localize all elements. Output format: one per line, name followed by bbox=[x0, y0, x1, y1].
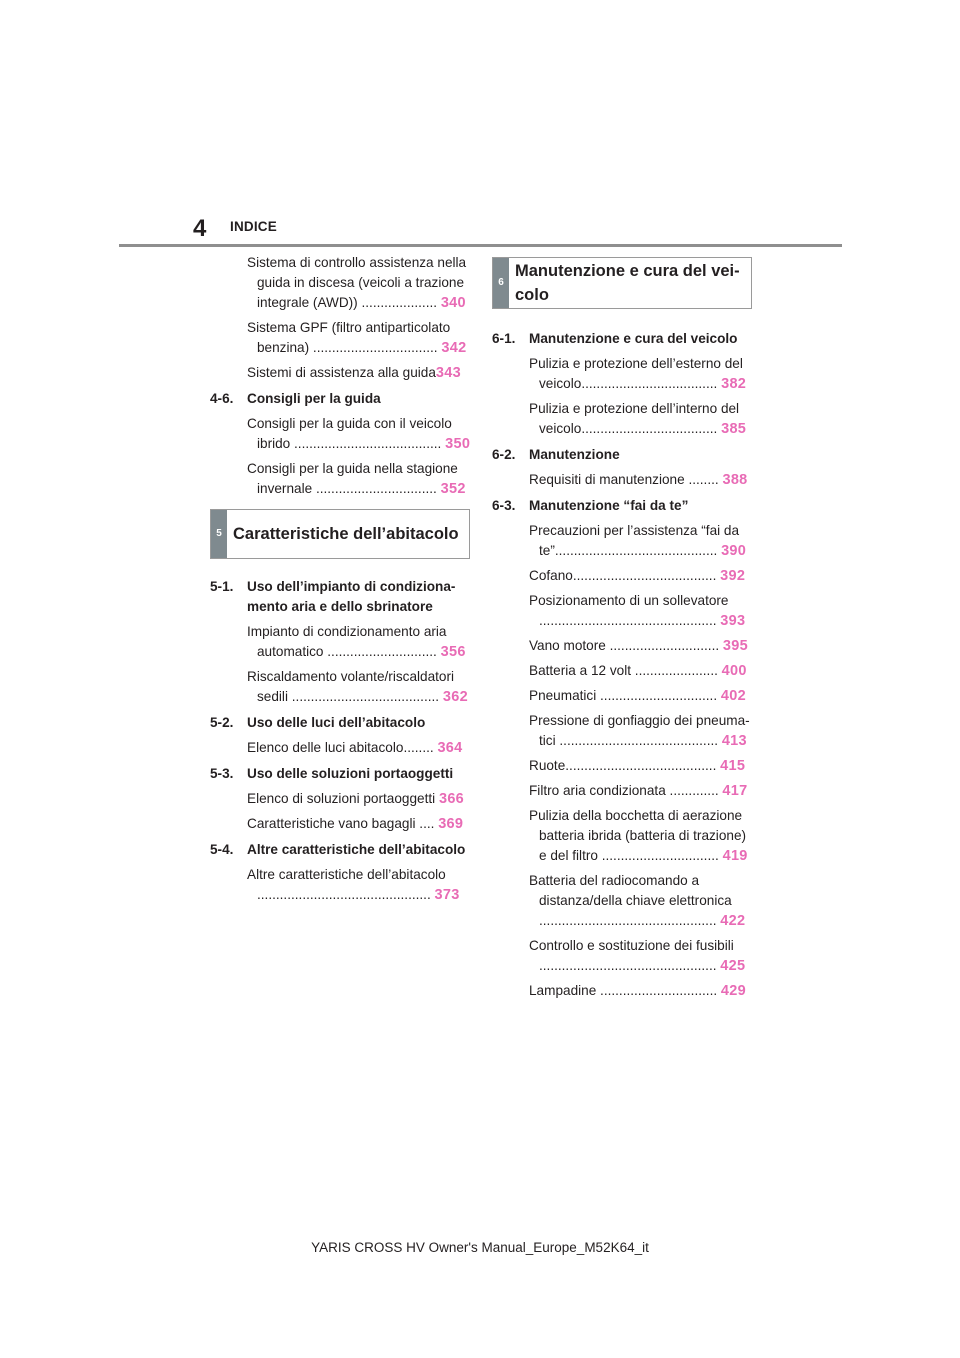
toc-entry[interactable] bbox=[210, 414, 470, 454]
section-title: Consigli per la guida bbox=[247, 391, 381, 406]
leader-dots: ........ bbox=[684, 472, 719, 487]
toc-entry-text: automatico bbox=[257, 644, 324, 659]
toc-entry-text: guida in discesa (veicoli a trazione bbox=[257, 275, 465, 290]
section-heading-4-6 bbox=[210, 389, 470, 409]
toc-entry[interactable] bbox=[492, 806, 752, 866]
toc-entry-text: Caratteristiche vano bagagli bbox=[247, 816, 416, 831]
section-heading-6-1 bbox=[492, 329, 752, 349]
toc-entry-line bbox=[529, 611, 752, 631]
page-ref[interactable]: 343 bbox=[435, 365, 461, 381]
leader-dots: ...................... bbox=[631, 663, 718, 678]
page-ref[interactable]: 393 bbox=[720, 613, 746, 629]
toc-entry-text: e del filtro bbox=[539, 848, 598, 863]
leader-dots: ............................................... bbox=[539, 958, 717, 973]
page-ref[interactable]: 415 bbox=[720, 758, 746, 774]
page-ref[interactable]: 413 bbox=[721, 733, 747, 749]
chapter-heading-6 bbox=[492, 257, 752, 309]
page-ref[interactable]: 419 bbox=[722, 848, 748, 864]
toc-entry[interactable] bbox=[492, 756, 752, 776]
chapter-heading-5 bbox=[210, 509, 470, 559]
footer-text: YARIS CROSS HV Owner's Manual_Europe_M52K64_it bbox=[311, 1240, 649, 1255]
toc-entry-text: Altre caratteristiche dell’abitacolo bbox=[247, 867, 446, 882]
leader-dots: .................... bbox=[357, 295, 438, 310]
toc-entry-text: Consigli per la guida nella stagione bbox=[247, 461, 458, 476]
toc-entry[interactable] bbox=[492, 686, 752, 706]
toc-entry[interactable] bbox=[492, 591, 752, 631]
leader-dots: ....................................... bbox=[287, 689, 440, 704]
toc-entry-line bbox=[247, 687, 470, 707]
leader-dots: ............. bbox=[665, 783, 719, 798]
section-title: Uso delle soluzioni portaoggetti bbox=[247, 766, 454, 781]
toc-entry[interactable] bbox=[492, 470, 752, 490]
section-number: 6-2. bbox=[492, 447, 516, 462]
section-number: 5-1. bbox=[210, 579, 234, 594]
section-number: 6-3. bbox=[492, 498, 516, 513]
section-heading-6-3 bbox=[492, 496, 752, 516]
leader-dots: ............................... bbox=[596, 688, 718, 703]
toc-entry[interactable] bbox=[210, 318, 470, 358]
toc-entry-text: ibrido bbox=[257, 436, 291, 451]
page-ref[interactable]: 388 bbox=[722, 472, 748, 488]
leader-dots: .......................................... bbox=[555, 733, 719, 748]
leader-dots: ........ bbox=[403, 740, 434, 755]
page-ref[interactable]: 429 bbox=[720, 983, 746, 999]
section-title: Manutenzione “fai da te” bbox=[529, 498, 689, 513]
section-number: 5-4. bbox=[210, 842, 234, 857]
toc-entry-text: Riscaldamento volante/riscaldatori bbox=[247, 669, 455, 684]
leader-dots: ........................................... bbox=[554, 543, 718, 558]
chapter-title bbox=[509, 258, 740, 308]
section-title: Manutenzione e cura del veicolo bbox=[529, 331, 738, 346]
toc-entry-text: Impianto di condizionamento aria bbox=[247, 624, 447, 639]
chapter-tab: 6 bbox=[493, 258, 509, 308]
toc-entry-text: distanza/della chiave elettronica bbox=[539, 893, 732, 908]
page-ref[interactable]: 402 bbox=[720, 688, 746, 704]
toc-entry-text: Sistemi di assistenza alla guida bbox=[247, 365, 436, 380]
toc-entry-text: sedili bbox=[257, 689, 288, 704]
toc-entry-text: Sistema GPF (filtro antiparticolato bbox=[247, 320, 451, 335]
toc-entry[interactable] bbox=[492, 936, 752, 976]
toc-entry-text: Pulizia e protezione dell’interno del bbox=[529, 401, 740, 416]
toc-entry-text: veicolo bbox=[539, 421, 582, 436]
leader-dots: ............................. bbox=[605, 638, 720, 653]
section-title: Manutenzione bbox=[529, 447, 620, 462]
section-title-line: Uso dell’impianto di condiziona- bbox=[247, 579, 456, 594]
toc-entry-text: Cofano bbox=[529, 568, 573, 583]
toc-entry[interactable] bbox=[210, 814, 470, 834]
section-title: Altre caratteristiche dell’abitacolo bbox=[247, 842, 466, 857]
page-ref[interactable]: 366 bbox=[438, 791, 465, 807]
toc-entry[interactable] bbox=[492, 661, 752, 681]
toc-right-column bbox=[492, 253, 752, 1006]
toc-entry-text: Batteria del radiocomando a bbox=[529, 873, 700, 888]
toc-entry[interactable] bbox=[492, 566, 752, 586]
toc-entry[interactable] bbox=[210, 459, 470, 499]
toc-entry-text: Pressione di gonfiaggio dei pneuma- bbox=[529, 713, 750, 728]
page-ref[interactable]: 392 bbox=[720, 568, 746, 584]
leader-dots: ............................... bbox=[597, 848, 719, 863]
toc-entry-line bbox=[529, 846, 752, 866]
toc-entry-text: Lampadine bbox=[529, 983, 597, 998]
page-ref[interactable]: 340 bbox=[440, 295, 466, 311]
chapter-title-line: Manutenzione e cura del vei- bbox=[515, 262, 740, 280]
toc-entry-text: Filtro aria condizionata bbox=[529, 783, 666, 798]
toc-left-column bbox=[210, 253, 470, 910]
page-ref[interactable]: 417 bbox=[722, 783, 748, 799]
toc-entry[interactable] bbox=[492, 981, 752, 1001]
leader-dots: ........................................ bbox=[565, 758, 717, 773]
page-ref[interactable]: 373 bbox=[434, 887, 460, 903]
toc-entry[interactable] bbox=[492, 636, 752, 656]
toc-entry-line bbox=[247, 293, 470, 313]
toc-entry[interactable] bbox=[492, 521, 752, 561]
header-divider bbox=[119, 244, 842, 247]
toc-entry-line bbox=[529, 956, 752, 976]
toc-entry-text: Precauzioni per l’assistenza “fai da bbox=[529, 523, 740, 538]
toc-entry-line bbox=[529, 374, 752, 394]
toc-entry-line bbox=[529, 731, 752, 751]
page-title: INDICE bbox=[230, 219, 277, 234]
toc-entry-line bbox=[247, 338, 470, 358]
section-heading-5-2 bbox=[210, 713, 470, 733]
page-ref[interactable]: 422 bbox=[720, 913, 746, 929]
leader-dots: ................................. bbox=[309, 340, 438, 355]
toc-entry[interactable] bbox=[210, 622, 470, 662]
toc-entry-text: Ruote bbox=[529, 758, 566, 773]
leader-dots: ............................... bbox=[596, 983, 718, 998]
toc-entry-text: tici bbox=[539, 733, 556, 748]
page-ref[interactable]: 350 bbox=[445, 436, 470, 452]
toc-entry-text: batteria ibrida (batteria di trazione) bbox=[539, 828, 747, 843]
leader-dots: .................................... bbox=[581, 376, 718, 391]
page-ref[interactable]: 362 bbox=[442, 689, 468, 705]
leader-dots: ............................................... bbox=[539, 913, 717, 928]
chapter-tab: 5 bbox=[211, 510, 227, 558]
toc-entry[interactable] bbox=[210, 363, 470, 383]
section-heading-5-4 bbox=[210, 840, 470, 860]
toc-entry-text: Requisiti di manutenzione bbox=[529, 472, 685, 487]
toc-entry-line bbox=[247, 885, 470, 905]
section-heading-5-3 bbox=[210, 764, 470, 784]
page-ref[interactable]: 364 bbox=[437, 740, 463, 756]
leader-dots: .............................................. bbox=[257, 887, 431, 902]
leader-dots: ................................ bbox=[312, 481, 437, 496]
toc-entry-text: Pulizia e protezione dell’esterno del bbox=[529, 356, 743, 371]
toc-entry-text: veicolo bbox=[539, 376, 582, 391]
section-title: Uso delle luci dell’abitacolo bbox=[247, 715, 426, 730]
toc-entry[interactable] bbox=[210, 738, 470, 758]
toc-entry-text: benzina) bbox=[257, 340, 310, 355]
toc-entry[interactable] bbox=[210, 667, 470, 707]
toc-entry-line bbox=[529, 419, 752, 439]
section-number: 4-6. bbox=[210, 391, 234, 406]
toc-entry-line bbox=[529, 541, 752, 561]
section-title bbox=[247, 577, 470, 617]
leader-dots: ....................................... bbox=[290, 436, 442, 451]
page-ref[interactable]: 395 bbox=[722, 638, 749, 654]
toc-entry-text: Consigli per la guida con il veicolo bbox=[247, 416, 452, 431]
toc-entry-line bbox=[247, 479, 470, 499]
chapter-title: Caratteristiche dell’abitacolo bbox=[233, 525, 459, 543]
toc-entry-text: Controllo e sostituzione dei fusibili bbox=[529, 938, 734, 953]
section-number: 5-3. bbox=[210, 766, 234, 781]
toc-entry-text: Elenco delle luci abitacolo bbox=[247, 740, 404, 755]
page-ref[interactable]: 425 bbox=[720, 958, 746, 974]
leader-dots: ...................................... bbox=[572, 568, 717, 583]
toc-entry-text: Batteria a 12 volt bbox=[529, 663, 632, 678]
toc-entry[interactable] bbox=[492, 711, 752, 751]
page-number: 4 bbox=[193, 215, 207, 242]
section-title-line: mento aria e dello sbrinatore bbox=[247, 599, 433, 614]
page-ref[interactable]: 390 bbox=[721, 543, 747, 559]
leader-dots: ............................................... bbox=[539, 613, 717, 628]
leader-dots: .................................... bbox=[581, 421, 718, 436]
toc-entry-line bbox=[247, 642, 470, 662]
page-ref[interactable]: 352 bbox=[440, 481, 466, 497]
toc-entry[interactable] bbox=[492, 781, 752, 801]
section-number: 6-1. bbox=[492, 331, 516, 346]
toc-entry[interactable] bbox=[210, 789, 470, 809]
toc-entry-text: Posizionamento di un sollevatore bbox=[529, 593, 729, 608]
toc-entry[interactable] bbox=[492, 399, 752, 439]
toc-entry-text: Sistema di controllo assistenza nella bbox=[247, 255, 467, 270]
section-heading-6-2 bbox=[492, 445, 752, 465]
leader-dots: ............................. bbox=[323, 644, 437, 659]
section-number: 5-2. bbox=[210, 715, 234, 730]
toc-entry-text: integrale (AWD)) bbox=[257, 295, 358, 310]
toc-entry[interactable] bbox=[492, 354, 752, 394]
toc-entry-text: Vano motore bbox=[529, 638, 606, 653]
page-ref[interactable]: 400 bbox=[721, 663, 747, 679]
toc-entry-text: Pulizia della bocchetta di aerazione bbox=[529, 808, 743, 823]
page-ref[interactable]: 369 bbox=[438, 816, 464, 832]
toc-entry-line bbox=[529, 911, 752, 931]
page-ref[interactable]: 385 bbox=[721, 421, 747, 437]
toc-entry-text: te” bbox=[539, 543, 555, 558]
toc-entry[interactable] bbox=[492, 871, 752, 931]
leader-dots: .... bbox=[415, 816, 435, 831]
toc-entry[interactable] bbox=[210, 253, 470, 313]
toc-entry-text: invernale bbox=[257, 481, 313, 496]
chapter-title-line: colo bbox=[515, 286, 549, 304]
toc-entry-text: Elenco di soluzioni portaoggetti bbox=[247, 791, 436, 806]
page-ref[interactable]: 382 bbox=[721, 376, 747, 392]
toc-entry-text: Pneumatici bbox=[529, 688, 597, 703]
page-ref[interactable]: 356 bbox=[440, 644, 466, 660]
toc-entry[interactable] bbox=[210, 865, 470, 905]
section-heading-5-1 bbox=[210, 577, 470, 617]
page-ref[interactable]: 342 bbox=[441, 340, 467, 356]
toc-entry-line bbox=[247, 434, 470, 454]
